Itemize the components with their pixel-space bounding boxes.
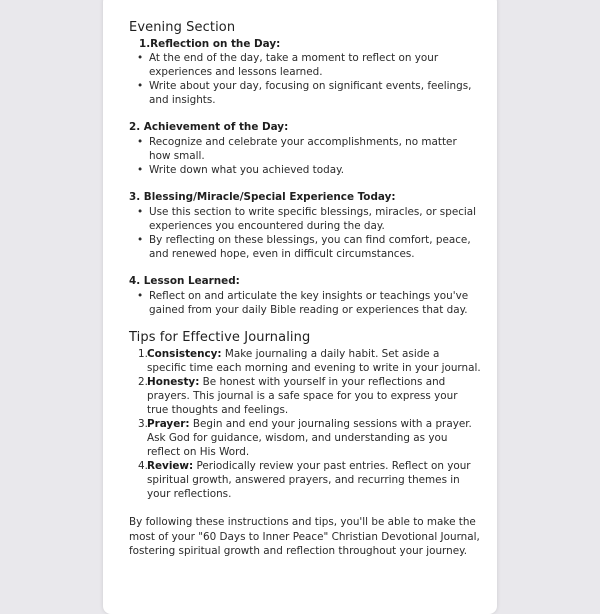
- tip-item: 1. Consistency: Make journaling a daily habit. Set aside a specific time each morning and evening to write in your journal.: [138, 348, 481, 374]
- evening-subsection-1: [129, 37, 481, 107]
- tip-item: 2. Honesty: Be honest with yourself in your reflections and prayers. This journal is a safe space for you to express your true thoughts and feelings.: [138, 376, 458, 416]
- evening-section-heading: Evening Section: [129, 20, 236, 35]
- subsection-title: 2. Achievement of the Day:: [129, 121, 289, 133]
- list-item: • Write down what you achieved today.: [137, 164, 345, 176]
- evening-subsection-2: [129, 120, 481, 177]
- page-content: [129, 20, 481, 559]
- evening-subsection-4: [129, 274, 481, 317]
- list-item: • Use this section to write specific blessings, miracles, or special experiences you encountered during the day.: [137, 206, 477, 232]
- tip-item: 4. Review: Periodically review your past entries. Reflect on your spiritual growth, answered prayers, and recurring themes in your reflections.: [138, 460, 471, 500]
- list-item: • Write about your day, focusing on significant events, feelings, and insights.: [137, 80, 472, 106]
- subsection-title: 4. Lesson Learned:: [129, 275, 240, 287]
- list-item: • By reflecting on these blessings, you can find comfort, peace, and renewed hope, even in difficult circumstances.: [137, 234, 471, 260]
- document-page: [103, 0, 497, 614]
- subsection-title: 3. Blessing/Miracle/Special Experience Today:: [129, 191, 396, 203]
- tips-heading: Tips for Effective Journaling: [129, 330, 311, 345]
- evening-subsection-3: [129, 190, 481, 261]
- list-item: • Recognize and celebrate your accomplishments, no matter how small.: [137, 136, 457, 162]
- list-item: • At the end of the day, take a moment to reflect on your experiences and lessons learned.: [137, 52, 439, 78]
- closing-paragraph: By following these instructions and tips, you'll be able to make the most of your "60 Days to Inner Peace" Christian Devotional Journal, fostering spiritual growth and reflection throughout your journey.: [129, 516, 480, 557]
- tips-list: [129, 347, 481, 501]
- subsection-title: 1.Reflection on the Day:: [139, 38, 281, 50]
- tip-item: 3. Prayer: Begin and end your journaling sessions with a prayer. Ask God for guidance, wisdom, and understanding as you reflect on His Word.: [138, 418, 472, 458]
- list-item: • Reflect on and articulate the key insights or teachings you've gained from your daily Bible reading or experiences that day.: [137, 290, 469, 316]
